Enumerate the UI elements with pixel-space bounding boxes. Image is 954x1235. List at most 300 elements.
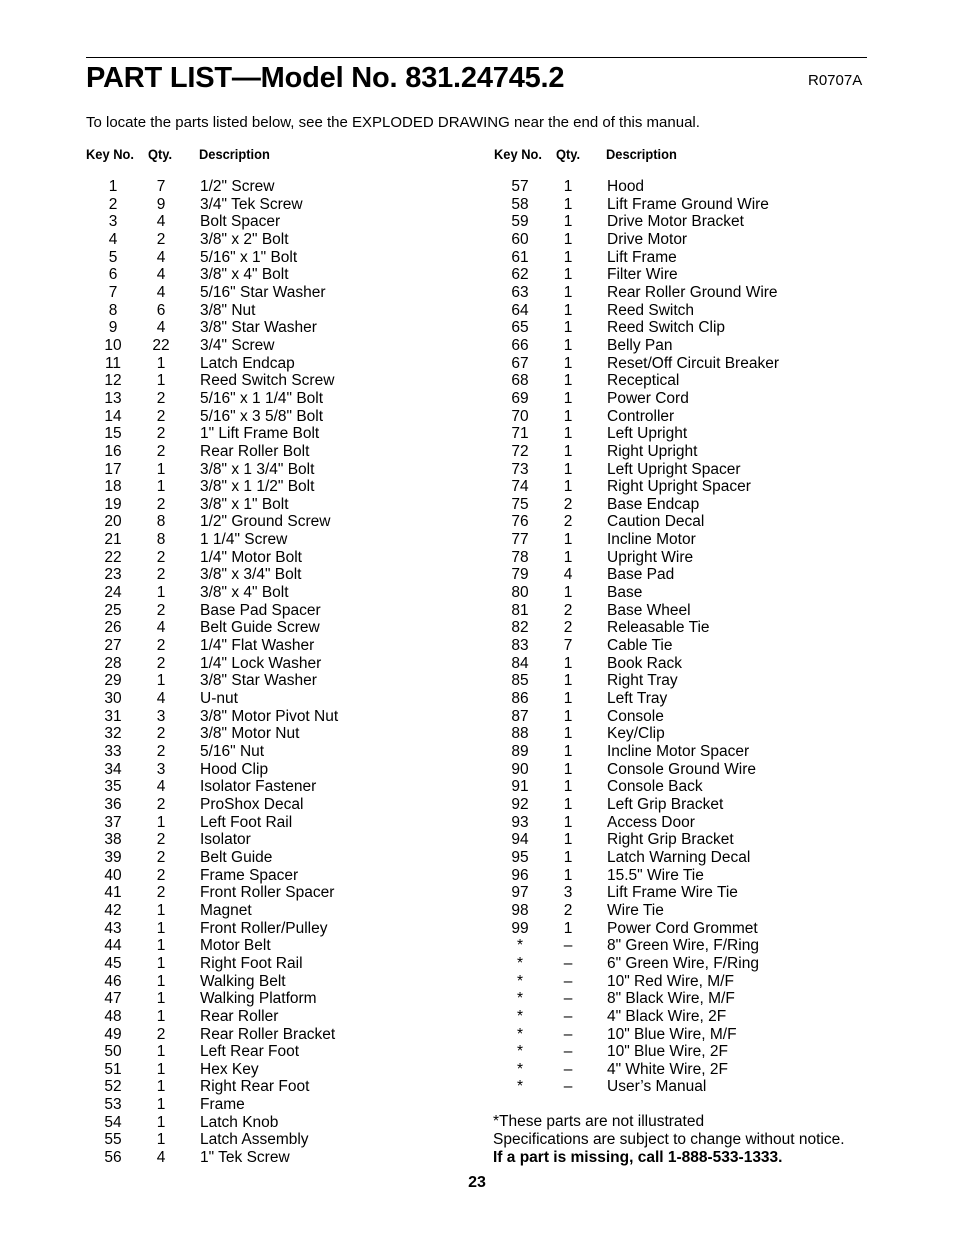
part-key-number: 30 xyxy=(104,690,122,708)
part-row xyxy=(500,213,880,231)
part-key-number: 11 xyxy=(104,354,122,372)
part-key-number: 87 xyxy=(511,707,529,725)
part-key-number: 47 xyxy=(104,990,122,1008)
part-key-number: 64 xyxy=(511,301,529,319)
part-key-number: 24 xyxy=(104,584,122,602)
part-row xyxy=(93,778,473,796)
part-row xyxy=(500,478,880,496)
part-key-number: 79 xyxy=(511,566,529,584)
part-row xyxy=(93,637,473,655)
part-description: Receptical xyxy=(607,372,680,390)
part-row xyxy=(93,761,473,779)
part-description: Reed Switch Screw xyxy=(200,372,335,390)
part-quantity: 1 xyxy=(156,1043,166,1061)
part-key-number: 48 xyxy=(104,1007,122,1025)
part-key-number: * xyxy=(516,990,524,1008)
part-key-number: 78 xyxy=(511,548,529,566)
part-key-number: 96 xyxy=(511,866,529,884)
part-description: Rear Roller Ground Wire xyxy=(607,283,778,301)
part-description: Power Cord Grommet xyxy=(607,919,758,937)
part-quantity: 1 xyxy=(156,972,166,990)
part-quantity: 8 xyxy=(156,513,166,531)
part-quantity: 2 xyxy=(156,654,166,672)
part-row xyxy=(93,549,473,567)
part-quantity: 1 xyxy=(563,389,573,407)
part-description: Hex Key xyxy=(200,1060,259,1078)
part-quantity: 3 xyxy=(156,707,166,725)
part-quantity: 1 xyxy=(563,230,573,248)
part-description: 3/8" Nut xyxy=(200,301,256,319)
part-row xyxy=(500,302,880,320)
part-description: ProShox Decal xyxy=(200,795,304,813)
part-key-number: 27 xyxy=(104,637,122,655)
part-description: 1/4" Lock Washer xyxy=(200,654,322,672)
part-row xyxy=(93,178,473,196)
part-description: 3/4" Screw xyxy=(200,336,275,354)
part-quantity: 1 xyxy=(563,301,573,319)
part-description: Right Rear Foot xyxy=(200,1078,310,1096)
part-row xyxy=(500,884,880,902)
part-quantity: 1 xyxy=(156,584,166,602)
part-description: Drive Motor xyxy=(607,230,688,248)
part-description: 1/2" Screw xyxy=(200,178,275,195)
part-row xyxy=(500,1008,880,1026)
part-row xyxy=(93,408,473,426)
document-code: R0707A xyxy=(808,72,863,89)
part-key-number: 23 xyxy=(104,566,122,584)
part-quantity: – xyxy=(563,1060,573,1078)
part-row xyxy=(93,461,473,479)
part-quantity: 1 xyxy=(563,319,573,337)
part-row xyxy=(93,743,473,761)
part-key-number: 45 xyxy=(104,954,122,972)
part-key-number: 46 xyxy=(104,972,122,990)
part-key-number: 76 xyxy=(511,513,529,531)
part-key-number: 3 xyxy=(108,213,118,231)
part-quantity: 1 xyxy=(563,425,573,443)
part-key-number: * xyxy=(516,972,524,990)
part-description: Incline Motor Spacer xyxy=(607,743,750,760)
part-quantity: 1 xyxy=(563,672,573,690)
part-row xyxy=(500,672,880,690)
part-key-number: 28 xyxy=(104,654,122,672)
part-quantity: 2 xyxy=(156,548,166,566)
part-description: Belly Pan xyxy=(607,336,673,354)
part-quantity: 1 xyxy=(563,760,573,778)
part-key-number: 97 xyxy=(511,884,529,902)
part-quantity: 1 xyxy=(156,460,166,478)
part-row xyxy=(500,1026,880,1044)
part-key-number: 33 xyxy=(104,743,122,760)
part-quantity: – xyxy=(563,1078,573,1096)
part-description: Front Roller/Pulley xyxy=(200,919,328,937)
part-key-number: 88 xyxy=(511,725,529,743)
part-description: Upright Wire xyxy=(607,548,694,566)
part-row xyxy=(500,814,880,832)
part-description: Reset/Off Circuit Breaker xyxy=(607,354,779,372)
part-row xyxy=(500,920,880,938)
part-row xyxy=(500,937,880,955)
part-row xyxy=(500,196,880,214)
part-row xyxy=(93,566,473,584)
part-key-number: 90 xyxy=(511,760,529,778)
part-quantity: 4 xyxy=(156,213,166,231)
part-quantity: 1 xyxy=(156,919,166,937)
part-description: 5/16" Nut xyxy=(200,743,265,760)
part-row xyxy=(93,284,473,302)
intro-text: To locate the parts listed below, see the EXPLODED DRAWING near the end of this manual. xyxy=(86,114,700,131)
left-parts-list xyxy=(93,178,473,1167)
part-description: Left Foot Rail xyxy=(200,813,293,831)
part-description: 3/8" Star Washer xyxy=(200,319,317,337)
part-description: 4" Black Wire, 2F xyxy=(607,1007,727,1025)
part-description: 10" Blue Wire, 2F xyxy=(607,1043,728,1061)
part-key-number: 72 xyxy=(511,442,529,460)
part-description: Latch Assembly xyxy=(200,1131,309,1149)
part-key-number: * xyxy=(516,954,524,972)
part-row xyxy=(93,584,473,602)
part-key-number: 26 xyxy=(104,619,122,637)
part-key-number: 8 xyxy=(108,301,118,319)
part-key-number: 56 xyxy=(104,1149,122,1167)
part-quantity: 1 xyxy=(563,795,573,813)
part-description: Power Cord xyxy=(607,389,689,407)
part-key-number: 20 xyxy=(104,513,122,531)
part-quantity: 1 xyxy=(156,990,166,1008)
part-key-number: 36 xyxy=(104,795,122,813)
part-description: Base xyxy=(607,584,643,602)
part-quantity: 2 xyxy=(156,866,166,884)
part-quantity: 1 xyxy=(156,354,166,372)
part-quantity: 1 xyxy=(563,707,573,725)
part-quantity: 1 xyxy=(563,919,573,937)
part-quantity: 1 xyxy=(563,354,573,372)
part-quantity: 4 xyxy=(156,778,166,796)
part-description: 8" Green Wire, F/Ring xyxy=(607,937,759,955)
part-description: 10" Blue Wire, M/F xyxy=(607,1025,737,1043)
part-row xyxy=(500,319,880,337)
part-quantity: 1 xyxy=(563,725,573,743)
part-row xyxy=(93,1043,473,1061)
part-row xyxy=(93,513,473,531)
part-description: Front Roller Spacer xyxy=(200,884,335,902)
part-quantity: – xyxy=(563,990,573,1008)
part-row xyxy=(93,1078,473,1096)
part-row xyxy=(93,443,473,461)
part-description: Right Foot Rail xyxy=(200,954,303,972)
part-key-number: 2 xyxy=(108,195,118,213)
part-key-number: 15 xyxy=(104,425,122,443)
part-key-number: 51 xyxy=(104,1060,122,1078)
part-description: Rear Roller Bracket xyxy=(200,1025,336,1043)
part-key-number: 62 xyxy=(511,266,529,284)
part-key-number: 89 xyxy=(511,743,529,760)
part-description: 1 1/4" Screw xyxy=(200,531,288,549)
part-quantity: 1 xyxy=(563,336,573,354)
part-description: 3/8" x 2" Bolt xyxy=(200,230,289,248)
part-key-number: 59 xyxy=(511,213,529,231)
part-row xyxy=(93,655,473,673)
part-key-number: 31 xyxy=(104,707,122,725)
part-description: Base Endcap xyxy=(607,495,700,513)
part-key-number: 18 xyxy=(104,478,122,496)
part-key-number: 21 xyxy=(104,531,122,549)
part-row xyxy=(500,955,880,973)
part-key-number: 5 xyxy=(108,248,118,266)
part-key-number: 69 xyxy=(511,389,529,407)
part-description: Base Pad xyxy=(607,566,675,584)
part-description: Walking Belt xyxy=(200,972,286,990)
part-key-number: 40 xyxy=(104,866,122,884)
part-quantity: 4 xyxy=(156,319,166,337)
part-description: Frame xyxy=(200,1096,245,1114)
part-quantity: 1 xyxy=(563,866,573,884)
part-quantity: 1 xyxy=(563,813,573,831)
part-key-number: 13 xyxy=(104,389,122,407)
part-row xyxy=(500,372,880,390)
part-row xyxy=(93,478,473,496)
part-quantity: 1 xyxy=(563,548,573,566)
part-quantity: 3 xyxy=(563,884,573,902)
part-key-number: 65 xyxy=(511,319,529,337)
part-quantity: 7 xyxy=(563,637,573,655)
part-row xyxy=(500,761,880,779)
part-description: U-nut xyxy=(200,690,238,708)
part-row xyxy=(500,443,880,461)
part-quantity: 2 xyxy=(563,513,573,531)
part-key-number: 85 xyxy=(511,672,529,690)
part-quantity: 1 xyxy=(563,266,573,284)
part-description: 5/16" x 1" Bolt xyxy=(200,248,298,266)
part-quantity: – xyxy=(563,972,573,990)
part-description: 3/8" x 3/4" Bolt xyxy=(200,566,302,584)
part-key-number: 34 xyxy=(104,760,122,778)
part-description: Reed Switch xyxy=(607,301,695,319)
part-quantity: 1 xyxy=(156,1078,166,1096)
part-description: 10" Red Wire, M/F xyxy=(607,972,734,990)
part-quantity: 1 xyxy=(156,813,166,831)
part-quantity: 1 xyxy=(563,478,573,496)
part-quantity: 2 xyxy=(563,619,573,637)
part-description: Hood xyxy=(607,178,645,195)
part-row xyxy=(500,178,880,196)
part-description: 3/8" x 1 3/4" Bolt xyxy=(200,460,315,478)
part-description: Book Rack xyxy=(607,654,682,672)
part-description: Latch Warning Decal xyxy=(607,848,751,866)
part-key-number: 17 xyxy=(104,460,122,478)
part-key-number: 63 xyxy=(511,283,529,301)
part-quantity: 2 xyxy=(156,425,166,443)
part-key-number: 49 xyxy=(104,1025,122,1043)
part-row xyxy=(93,990,473,1008)
page-title: PART LIST—Model No. 831.24745.2 xyxy=(86,62,565,94)
part-quantity: 8 xyxy=(156,531,166,549)
part-description: Right Upright xyxy=(607,442,698,460)
part-description: Belt Guide xyxy=(200,848,273,866)
part-row xyxy=(500,708,880,726)
part-quantity: 2 xyxy=(156,884,166,902)
part-key-number: 75 xyxy=(511,495,529,513)
part-quantity: 2 xyxy=(156,407,166,425)
part-quantity: 2 xyxy=(563,495,573,513)
part-description: 6" Green Wire, F/Ring xyxy=(607,954,759,972)
part-quantity: 2 xyxy=(156,725,166,743)
right-parts-list xyxy=(500,178,880,1096)
part-row xyxy=(500,249,880,267)
part-row xyxy=(500,355,880,373)
part-description: 3/8" Star Washer xyxy=(200,672,317,690)
part-quantity: 1 xyxy=(156,954,166,972)
part-description: Right Upright Spacer xyxy=(607,478,751,496)
part-row xyxy=(500,461,880,479)
part-row xyxy=(500,602,880,620)
part-key-number: 95 xyxy=(511,848,529,866)
part-description: Releasable Tie xyxy=(607,619,710,637)
part-row xyxy=(93,902,473,920)
part-key-number: 25 xyxy=(104,601,122,619)
part-description: 1/4" Motor Bolt xyxy=(200,548,302,566)
right-desc-header: Description xyxy=(606,146,677,162)
part-description: 1/4" Flat Washer xyxy=(200,637,315,655)
part-row xyxy=(500,902,880,920)
part-key-number: 41 xyxy=(104,884,122,902)
part-row xyxy=(500,831,880,849)
part-quantity: 4 xyxy=(156,619,166,637)
part-key-number: 52 xyxy=(104,1078,122,1096)
part-row xyxy=(500,619,880,637)
part-description: Filter Wire xyxy=(607,266,678,284)
part-description: Console Back xyxy=(607,778,703,796)
part-row xyxy=(500,1061,880,1079)
part-row xyxy=(93,372,473,390)
part-description: Lift Frame Wire Tie xyxy=(607,884,738,902)
part-quantity: 1 xyxy=(563,407,573,425)
part-description: 15.5" Wire Tie xyxy=(607,866,704,884)
part-row xyxy=(93,602,473,620)
right-qty-header: Qty. xyxy=(556,146,581,162)
part-description: Belt Guide Screw xyxy=(200,619,320,637)
part-quantity: – xyxy=(563,954,573,972)
part-description: User’s Manual xyxy=(607,1078,707,1096)
part-key-number: 55 xyxy=(104,1131,122,1149)
part-quantity: 1 xyxy=(563,531,573,549)
part-description: Controller xyxy=(607,407,675,425)
part-quantity: 2 xyxy=(156,795,166,813)
part-quantity: 9 xyxy=(156,195,166,213)
part-quantity: 1 xyxy=(156,372,166,390)
part-key-number: 66 xyxy=(511,336,529,354)
part-quantity: 1 xyxy=(563,442,573,460)
part-key-number: 81 xyxy=(511,601,529,619)
part-key-number: 43 xyxy=(104,919,122,937)
part-row xyxy=(93,884,473,902)
part-key-number: 50 xyxy=(104,1043,122,1061)
part-key-number: 74 xyxy=(511,478,529,496)
part-row xyxy=(93,937,473,955)
part-row xyxy=(93,249,473,267)
part-description: 8" Black Wire, M/F xyxy=(607,990,735,1008)
part-key-number: 54 xyxy=(104,1113,122,1131)
part-row xyxy=(93,196,473,214)
part-description: Motor Belt xyxy=(200,937,271,955)
part-quantity: 1 xyxy=(156,1060,166,1078)
part-description: Rear Roller Bolt xyxy=(200,442,310,460)
part-row xyxy=(500,513,880,531)
part-quantity: 3 xyxy=(156,760,166,778)
part-key-number: * xyxy=(516,1007,524,1025)
part-description: 3/8" x 4" Bolt xyxy=(200,584,289,602)
part-row xyxy=(93,266,473,284)
part-description: Caution Decal xyxy=(607,513,705,531)
part-description: Walking Platform xyxy=(200,990,317,1008)
part-key-number: 14 xyxy=(104,407,122,425)
part-key-number: 91 xyxy=(511,778,529,796)
part-row xyxy=(500,867,880,885)
part-quantity: 6 xyxy=(156,301,166,319)
part-key-number: 35 xyxy=(104,778,122,796)
part-description: Cable Tie xyxy=(607,637,673,655)
part-quantity: 1 xyxy=(156,937,166,955)
part-key-number: * xyxy=(516,937,524,955)
notes xyxy=(493,1113,845,1167)
part-row xyxy=(500,1043,880,1061)
part-quantity: 4 xyxy=(563,566,573,584)
part-key-number: 86 xyxy=(511,690,529,708)
part-key-number: 60 xyxy=(511,230,529,248)
part-quantity: 1 xyxy=(563,584,573,602)
part-description: Right Grip Bracket xyxy=(607,831,734,849)
part-description: Left Tray xyxy=(607,690,668,708)
part-row xyxy=(93,672,473,690)
part-row xyxy=(500,655,880,673)
part-quantity: 2 xyxy=(156,831,166,849)
part-description: Drive Motor Bracket xyxy=(607,213,744,231)
part-description: Base Pad Spacer xyxy=(200,601,321,619)
part-key-number: 39 xyxy=(104,848,122,866)
part-description: 5/16" x 1 1/4" Bolt xyxy=(200,389,324,407)
right-key-header: Key No. xyxy=(494,146,542,162)
part-quantity: 4 xyxy=(156,266,166,284)
part-key-number: 32 xyxy=(104,725,122,743)
part-row xyxy=(93,725,473,743)
part-key-number: 70 xyxy=(511,407,529,425)
part-quantity: 1 xyxy=(563,743,573,760)
part-quantity: 2 xyxy=(156,389,166,407)
part-description: 3/8" Motor Pivot Nut xyxy=(200,707,339,725)
part-description: Magnet xyxy=(200,901,252,919)
part-description: Access Door xyxy=(607,813,695,831)
part-row xyxy=(500,337,880,355)
part-key-number: 68 xyxy=(511,372,529,390)
part-quantity: 1 xyxy=(156,1113,166,1131)
part-row xyxy=(93,319,473,337)
part-key-number: 6 xyxy=(108,266,118,284)
part-quantity: 22 xyxy=(152,336,170,354)
part-description: Reed Switch Clip xyxy=(607,319,726,337)
part-row xyxy=(500,725,880,743)
part-row xyxy=(500,778,880,796)
part-quantity: 1 xyxy=(156,1096,166,1114)
part-description: Incline Motor xyxy=(607,531,696,549)
part-row xyxy=(93,708,473,726)
part-key-number: * xyxy=(516,1025,524,1043)
part-key-number: 57 xyxy=(511,178,529,195)
part-row xyxy=(93,1096,473,1114)
part-key-number: 42 xyxy=(104,901,122,919)
part-description: 5/16" Star Washer xyxy=(200,283,326,301)
part-key-number: 16 xyxy=(104,442,122,460)
part-row xyxy=(93,796,473,814)
